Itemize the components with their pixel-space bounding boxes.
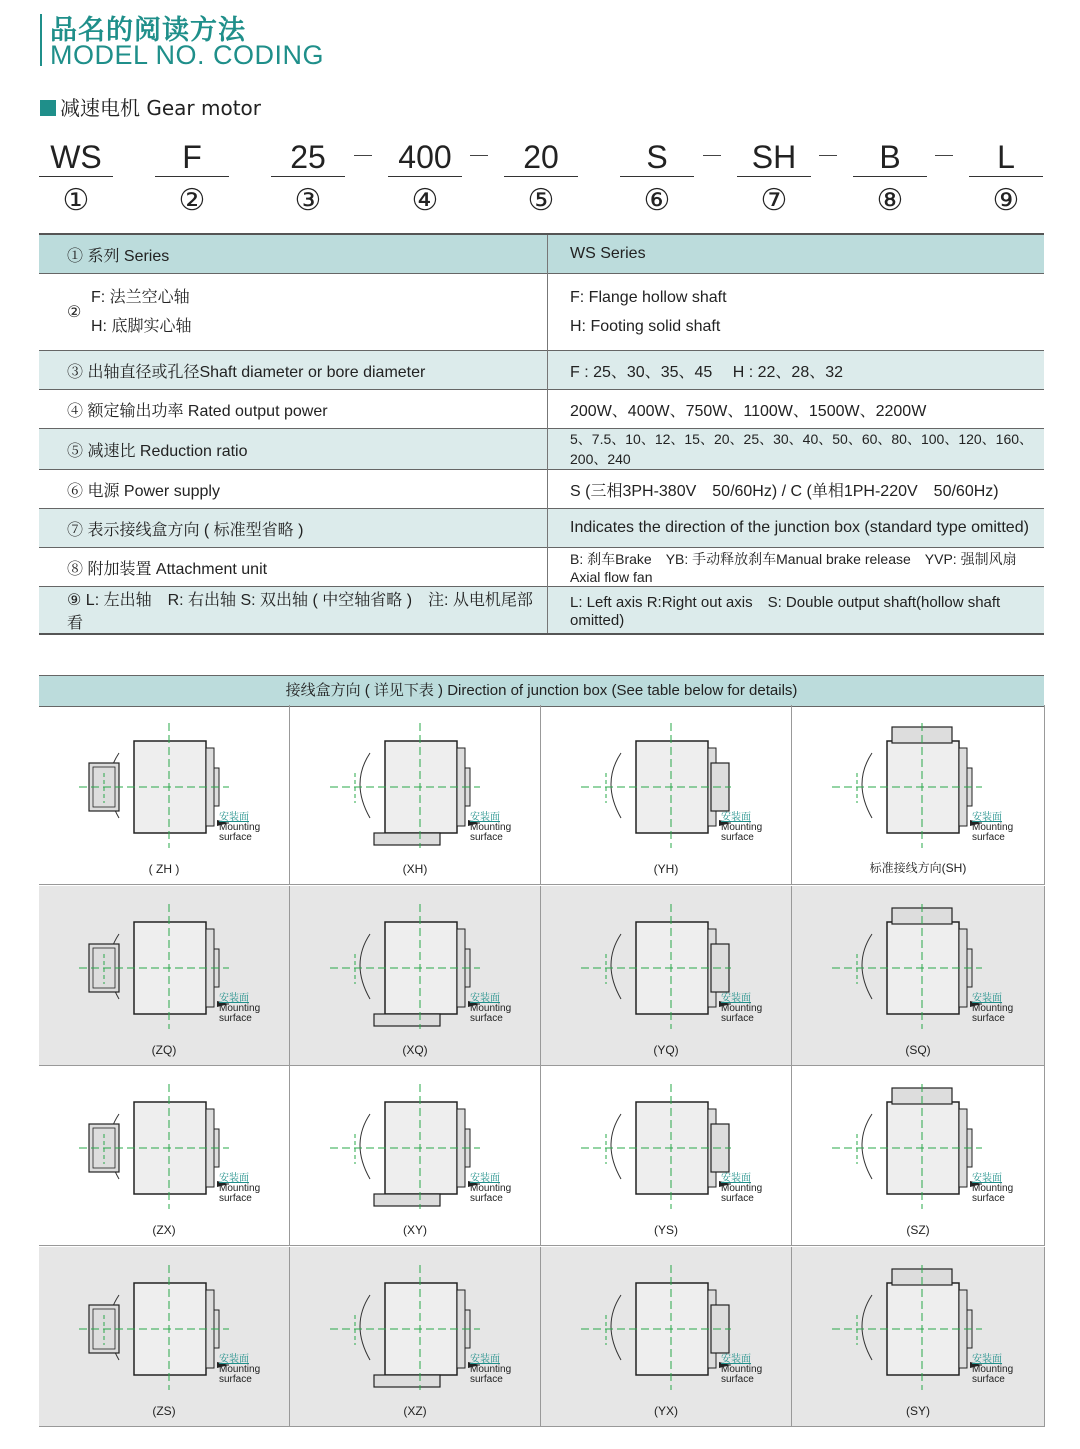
mounting-surface-en: Mounting	[721, 1363, 763, 1375]
gear-motor-drawing-icon	[832, 1265, 982, 1390]
mounting-surface-label	[972, 1174, 1013, 1204]
mounting-surface-cn: 安装面	[721, 1173, 751, 1184]
mounting-surface-cn: 安装面	[972, 812, 1002, 823]
mounting-surface-en: Mounting	[721, 1183, 763, 1194]
spec-value: WS Series	[548, 234, 1045, 274]
mounting-surface-en: surface	[972, 832, 1005, 843]
mounting-surface-en: Mounting	[721, 1002, 763, 1014]
spec-value	[548, 274, 1045, 351]
spec-label: ⑥ 电源 Power supply	[39, 470, 548, 509]
model-code-index: ②	[178, 183, 206, 218]
spec-label: ③ 出轴直径或孔径Shaft diameter or bore diameter	[39, 351, 548, 390]
gear-motor-drawing-icon	[79, 904, 229, 1029]
mounting-surface-label	[219, 813, 260, 843]
model-code-text: L	[969, 138, 1043, 177]
spec-value: 5、7.5、10、12、15、20、25、30、40、50、60、80、100、120、160、200、240	[548, 429, 1045, 470]
junction-direction-cell	[792, 1066, 1045, 1246]
mounting-surface-en: Mounting	[972, 1363, 1014, 1375]
code-separator-dash	[703, 155, 721, 156]
spec-row	[39, 390, 1044, 429]
spec-row	[39, 587, 1044, 635]
gear-motor-drawing-icon	[330, 1084, 480, 1209]
header-accent-bar	[40, 14, 42, 66]
spec-label: ⑨ L: 左出轴 R: 右出轴 S: 双出轴 ( 中空轴省略 ) 注: 从电机尾部看	[39, 587, 548, 635]
mounting-surface-en: surface	[219, 832, 252, 843]
mounting-surface-en: Mounting	[470, 1363, 512, 1375]
spec-value-line: F: Flange hollow shaft	[570, 289, 727, 306]
mounting-surface-label	[219, 1174, 260, 1204]
spec-value: F : 25、30、35、45 H : 22、28、32	[548, 351, 1045, 390]
mounting-surface-cn: 安装面	[721, 1353, 751, 1365]
mounting-surface-label	[470, 1355, 511, 1385]
spec-value: 200W、400W、750W、1100W、1500W、2200W	[548, 390, 1045, 429]
junction-direction-cell	[290, 1066, 541, 1246]
junction-direction-caption: (YQ)	[653, 1042, 679, 1057]
model-code-segment	[969, 138, 1043, 218]
mounting-surface-en: surface	[470, 1373, 503, 1385]
mounting-surface-cn: 安装面	[721, 992, 751, 1004]
model-code-text: SH	[737, 138, 811, 177]
mounting-surface-en: surface	[470, 1012, 503, 1024]
mounting-surface-en: Mounting	[470, 822, 512, 833]
junction-direction-caption: (XZ)	[403, 1403, 427, 1418]
mounting-surface-en: surface	[972, 1193, 1005, 1204]
gear-motor-drawing-icon	[79, 1265, 229, 1390]
model-code-text: S	[620, 138, 694, 177]
spec-label: ⑦ 表示接线盒方向 ( 标准型省略 )	[39, 509, 548, 548]
mounting-surface-en: Mounting	[972, 1183, 1014, 1194]
model-code-index: ⑥	[643, 183, 671, 218]
mounting-surface-en: surface	[721, 1012, 754, 1024]
mounting-surface-label	[470, 1174, 511, 1204]
square-bullet-icon	[40, 100, 56, 116]
page-title-en: MODEL NO. CODING	[50, 40, 325, 70]
model-code-segment	[155, 138, 229, 218]
junction-direction-caption: (YX)	[654, 1403, 678, 1418]
mounting-surface-en: surface	[721, 832, 754, 843]
model-code-text: 400	[388, 138, 462, 177]
junction-direction-caption: (SZ)	[906, 1223, 930, 1237]
model-code-segment	[39, 138, 113, 218]
junction-direction-caption: ( ZH )	[148, 862, 180, 876]
mounting-surface-en: surface	[972, 1373, 1005, 1385]
code-separator-dash	[819, 155, 837, 156]
mounting-surface-en: Mounting	[219, 822, 261, 833]
spec-label	[39, 274, 548, 351]
model-code-index: ⑦	[760, 183, 788, 218]
junction-direction-cell	[39, 886, 290, 1066]
mounting-surface-label	[470, 994, 511, 1024]
mounting-surface-en: Mounting	[219, 1363, 261, 1375]
mounting-surface-cn: 安装面	[470, 1173, 500, 1184]
mounting-surface-cn: 安装面	[972, 1353, 1002, 1365]
gear-motor-drawing-icon	[581, 723, 731, 848]
mounting-surface-label	[721, 994, 762, 1024]
junction-direction-cell	[541, 1247, 792, 1427]
junction-direction-caption: (XH)	[402, 862, 428, 876]
mounting-surface-en: surface	[219, 1373, 252, 1385]
junction-direction-cell	[290, 886, 541, 1066]
model-code-segment	[388, 138, 462, 218]
spec-row	[39, 548, 1044, 587]
spec-value: Indicates the direction of the junction box (standard type omitted)	[548, 509, 1045, 548]
mounting-surface-cn: 安装面	[721, 812, 751, 823]
mounting-surface-en: surface	[972, 1012, 1005, 1024]
junction-direction-cell	[792, 1247, 1045, 1427]
mounting-surface-label	[972, 994, 1013, 1024]
spec-value: B: 刹车Brake YB: 手动释放刹车Manual brake release YVP: 强制风扇 Axial flow fan	[548, 548, 1045, 587]
mounting-surface-label	[721, 1174, 762, 1204]
mounting-surface-en: Mounting	[219, 1183, 261, 1194]
junction-direction-cell	[39, 705, 290, 885]
junction-direction-caption: (ZS)	[152, 1403, 176, 1418]
page-title-cn: 品名的阅读方法	[50, 15, 246, 46]
model-code-segment	[504, 138, 578, 218]
mounting-surface-en: Mounting	[972, 1002, 1014, 1014]
model-code-text: B	[853, 138, 927, 177]
junction-direction-caption: (ZX)	[152, 1223, 176, 1237]
junction-direction-cell	[290, 705, 541, 885]
model-code-segment	[853, 138, 927, 218]
model-code-index: ⑨	[992, 183, 1020, 218]
model-code-index: ③	[294, 183, 322, 218]
gear-motor-drawing-icon	[79, 723, 229, 848]
junction-table-header: 接线盒方向 ( 详见下表 ) Direction of junction box (See table below for details)	[39, 675, 1044, 707]
model-code-index: ⑤	[527, 183, 555, 218]
junction-direction-caption: (XY)	[403, 1223, 427, 1237]
spec-row	[39, 470, 1044, 509]
gear-motor-drawing-icon	[330, 904, 480, 1029]
gear-motor-drawing-icon	[581, 1265, 731, 1390]
mounting-surface-label	[219, 994, 260, 1024]
mounting-surface-en: surface	[219, 1193, 252, 1204]
spec-row	[39, 509, 1044, 548]
model-code-index: ①	[62, 183, 90, 218]
junction-direction-cell	[290, 1247, 541, 1427]
mounting-surface-cn: 安装面	[219, 1353, 249, 1365]
spec-label-line: F: 法兰空心轴	[91, 289, 190, 306]
mounting-surface-label	[470, 813, 511, 843]
mounting-surface-cn: 安装面	[470, 992, 500, 1004]
mounting-surface-label	[972, 813, 1013, 843]
mounting-surface-cn: 安装面	[972, 1173, 1002, 1184]
mounting-surface-cn: 安装面	[470, 812, 500, 823]
mounting-surface-cn: 安装面	[219, 1173, 249, 1184]
model-code-index: ⑧	[876, 183, 904, 218]
mounting-surface-label	[721, 1355, 762, 1385]
model-code-segment	[737, 138, 811, 218]
junction-direction-caption: (XQ)	[402, 1042, 428, 1057]
model-code-segment	[271, 138, 345, 218]
spec-label: ⑤ 减速比 Reduction ratio	[39, 429, 548, 470]
spec-label-line: H: 底脚实心轴	[91, 318, 192, 335]
junction-direction-cell	[39, 1247, 290, 1427]
spec-value-line: H: Footing solid shaft	[570, 318, 721, 335]
mounting-surface-label	[972, 1355, 1013, 1385]
gear-motor-drawing-icon	[330, 723, 480, 848]
mounting-surface-en: Mounting	[219, 1002, 261, 1014]
junction-direction-cell	[541, 886, 792, 1066]
model-code-text: 25	[271, 138, 345, 177]
junction-direction-caption: (SQ)	[905, 1042, 931, 1057]
junction-direction-cell	[792, 886, 1045, 1066]
junction-direction-caption: (SY)	[906, 1403, 930, 1418]
code-separator-dash	[354, 155, 372, 156]
gear-motor-drawing-icon	[832, 1084, 982, 1209]
spec-label: ① 系列 Series	[39, 234, 548, 274]
spec-value: L: Left axis R:Right out axis S: Double output shaft(hollow shaft omitted)	[548, 587, 1045, 635]
spec-row	[39, 429, 1044, 470]
model-code-text: WS	[39, 138, 113, 177]
mounting-surface-en: surface	[470, 1193, 503, 1204]
mounting-surface-en: surface	[721, 1373, 754, 1385]
mounting-surface-en: Mounting	[721, 822, 763, 833]
mounting-surface-en: surface	[470, 832, 503, 843]
spec-num: ②	[67, 304, 82, 321]
gear-motor-drawing-icon	[581, 1084, 731, 1209]
section-title-text: 减速电机 Gear motor	[60, 96, 262, 120]
model-code-index: ④	[411, 183, 439, 218]
spec-row	[39, 274, 1044, 351]
spec-label: ⑧ 附加装置 Attachment unit	[39, 548, 548, 587]
gear-motor-drawing-icon	[832, 723, 982, 848]
mounting-surface-en: surface	[721, 1193, 754, 1204]
model-code-text: F	[155, 138, 229, 177]
gear-motor-drawing-icon	[330, 1265, 480, 1390]
mounting-surface-label	[721, 813, 762, 843]
mounting-surface-en: Mounting	[470, 1002, 512, 1014]
junction-direction-caption: (ZQ)	[151, 1042, 177, 1057]
gear-motor-drawing-icon	[79, 1084, 229, 1209]
junction-direction-cell	[541, 1066, 792, 1246]
model-code-segment	[620, 138, 694, 218]
spec-row	[39, 351, 1044, 390]
mounting-surface-en: Mounting	[470, 1183, 512, 1194]
section-title	[40, 92, 261, 121]
code-separator-dash	[470, 155, 488, 156]
mounting-surface-cn: 安装面	[219, 812, 249, 823]
mounting-surface-en: surface	[219, 1012, 252, 1024]
junction-direction-caption: (YH)	[653, 862, 679, 876]
junction-direction-caption: 标准接线方向(SH)	[869, 861, 967, 875]
mounting-surface-en: Mounting	[972, 822, 1014, 833]
gear-motor-drawing-icon	[832, 904, 982, 1029]
junction-direction-cell	[541, 705, 792, 885]
junction-direction-cell	[39, 1066, 290, 1246]
mounting-surface-cn: 安装面	[470, 1353, 500, 1365]
gear-motor-drawing-icon	[581, 904, 731, 1029]
mounting-surface-cn: 安装面	[972, 992, 1002, 1004]
mounting-surface-label	[219, 1355, 260, 1385]
code-separator-dash	[935, 155, 953, 156]
spec-row	[39, 234, 1044, 274]
spec-label: ④ 额定输出功率 Rated output power	[39, 390, 548, 429]
junction-direction-cell	[792, 705, 1045, 885]
model-code-text: 20	[504, 138, 578, 177]
spec-table	[39, 233, 1044, 635]
mounting-surface-cn: 安装面	[219, 992, 249, 1004]
junction-direction-caption: (YS)	[654, 1223, 678, 1237]
spec-value: S (三相3PH-380V 50/60Hz) / C (单相1PH-220V 50/60Hz)	[548, 470, 1045, 509]
